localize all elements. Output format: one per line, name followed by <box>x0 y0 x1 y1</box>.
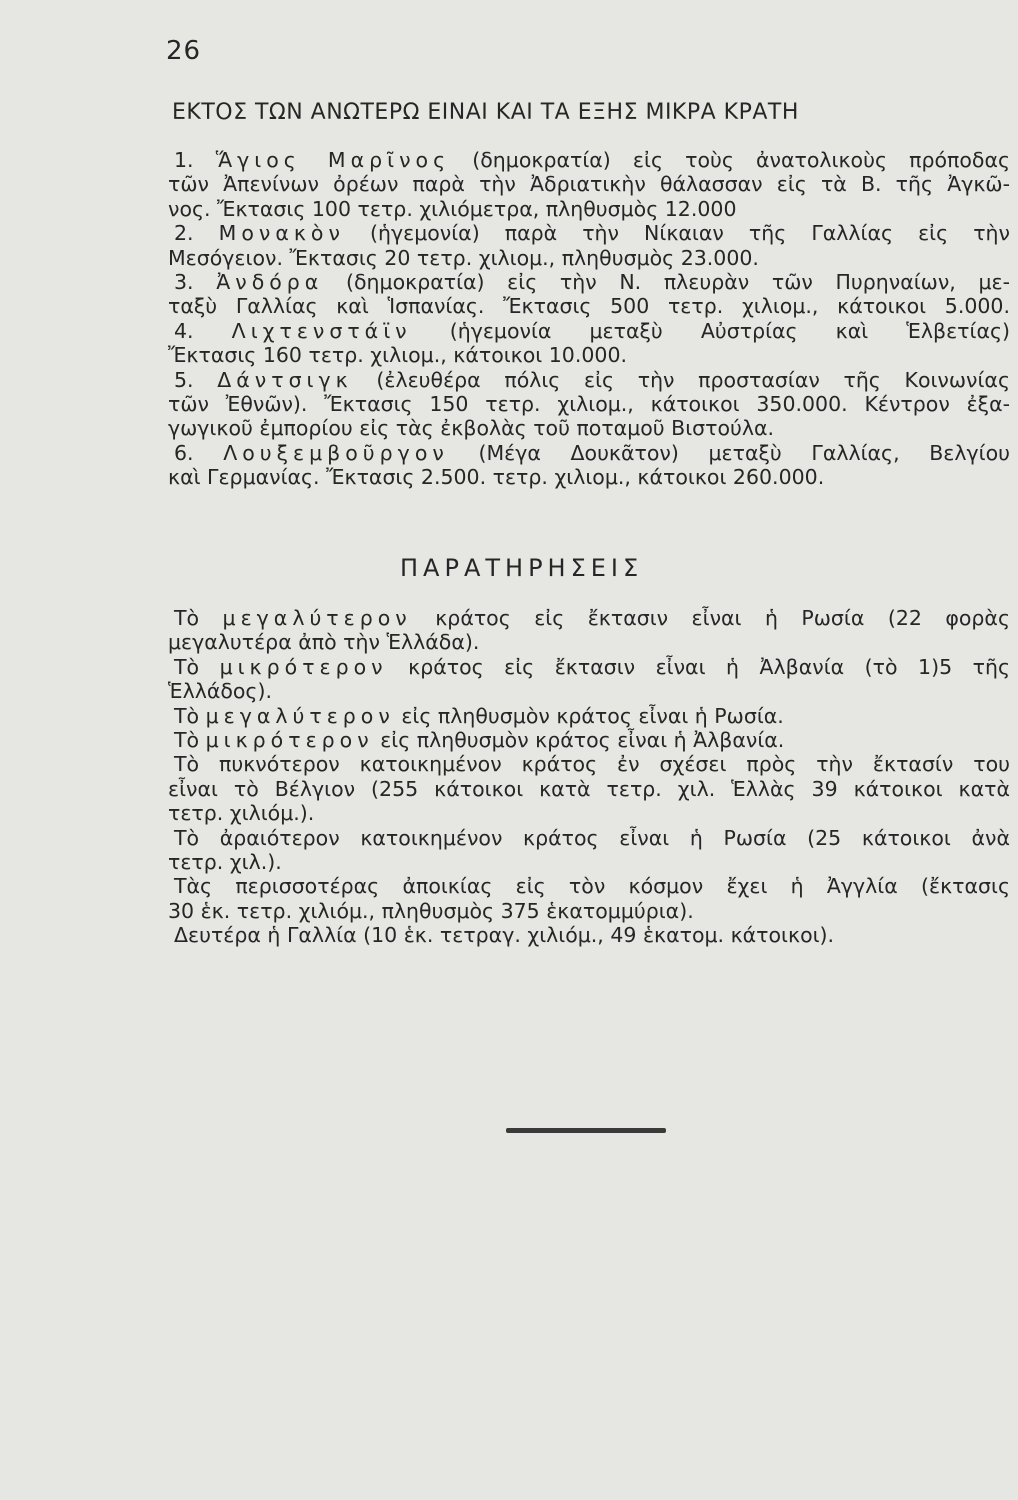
item-text: (Μέγα Δουκᾶτον) μεταξὺ Γαλλίας, Βελγίου <box>478 440 1010 465</box>
note-emphasis: μεγαλύτερον <box>205 703 395 728</box>
list-line: Μεσόγειον. Ἔκτασις 20 τετρ. χιλιομ., πληθυσμὸς 23.000. <box>168 245 759 270</box>
item-text: (ἐλευθέρα πόλις εἰς τὴν προστασίαν τῆς Κοινωνίας <box>376 367 1010 392</box>
note-line <box>168 704 1016 728</box>
item-text: (δημοκρατία) εἰς τοὺς ἀνατολικοὺς πρόποδας <box>472 148 1010 172</box>
note-line: μεγαλυτέρα ἀπὸ τὴν Ἑλλάδα). <box>168 630 480 655</box>
list-line: τῶν Ἀπενίνων ὀρέων παρὰ τὴν Ἀδριατικὴν θάλασσαν εἰς τὰ Β. τῆς Ἀγκῶ- <box>168 172 1010 197</box>
item-name: Δάντσιγκ <box>217 367 353 392</box>
item-number: 4. <box>174 318 194 343</box>
item-number: 2. <box>174 221 194 246</box>
list-line: γωγικοῦ ἐμπορίου εἰς τὰς ἐκβολὰς τοῦ ποταμοῦ Βιστούλα. <box>168 416 775 441</box>
note-lead: Τὸ <box>174 703 200 728</box>
item-name: Λιχτενστάϊν <box>231 318 412 343</box>
item-number: 5. <box>174 367 194 392</box>
section-title: ΠΑΡΑΤΗΡΗΣΕΙΣ <box>400 554 644 582</box>
note-text: κράτος εἰς ἔκτασιν εἶναι ἡ Ἀλβανία (τὸ 1)5 τῆς <box>408 654 1010 679</box>
item-text: (ἡγεμονία μεταξὺ Αὐστρίας καὶ Ἑλβετίας) <box>449 318 1010 343</box>
item-text: (ἡγεμονία) παρὰ τὴν Νίκαιαν τῆς Γαλλίας εἰς τὴν <box>370 221 1010 246</box>
note-emphasis: μικρότερον <box>205 728 374 753</box>
item-name: Ἅγιος Μαρῖνος <box>215 148 451 172</box>
note-text: εἰς πληθυσμὸν κράτος εἶναι ἡ Ἀλβανία. <box>380 728 785 753</box>
list-line: ταξὺ Γαλλίας καὶ Ἱσπανίας. Ἔκτασις 500 τετρ. χιλιομ., κάτοικοι 5.000. <box>168 294 1010 319</box>
item-name: Λουξεμβοῦργον <box>223 440 449 465</box>
note-line: εἶναι τὸ Βέλγιον (255 κάτοικοι κατὰ τετρ. χιλ. Ἑλλὰς 39 κάτοικοι κατὰ <box>168 776 1010 801</box>
list-line <box>168 148 1010 172</box>
note-emphasis: μικρότερον <box>219 654 388 679</box>
list-line: τῶν Ἐθνῶν). Ἔκτασις 150 τετρ. χιλιομ., κάτοικοι 350.000. Κέντρον ἐξα- <box>168 392 1010 417</box>
note-text: εἰς πληθυσμὸν κράτος εἶναι ἡ Ρωσία. <box>401 703 784 728</box>
note-lead: Τὸ <box>174 654 200 679</box>
note-line: τετρ. χιλιόμ.). <box>168 801 315 826</box>
list-line <box>168 319 1010 343</box>
note-line: Ἑλλάδος). <box>168 679 272 704</box>
observations-list <box>168 606 1018 948</box>
list-line <box>168 270 1010 294</box>
note-line <box>168 655 1010 679</box>
item-number: 1. <box>174 148 194 172</box>
item-name: Ἀνδόρα <box>216 270 324 295</box>
note-lead: Τὸ <box>174 728 200 753</box>
list-line <box>168 441 1010 465</box>
states-list <box>168 148 1018 490</box>
list-line <box>168 221 1010 245</box>
item-name: Μονακὸν <box>218 221 345 246</box>
note-line: Τὰς περισσοτέρας ἀποικίας εἰς τὸν κόσμον ἔχει ἡ Ἀγγλία (ἔκτασις <box>174 874 1010 899</box>
note-line: τετρ. χιλ.). <box>168 850 282 875</box>
list-line: καὶ Γερμανίας. Ἔκτασις 2.500. τετρ. χιλιομ., κάτοικοι 260.000. <box>168 465 825 490</box>
note-line <box>168 728 1016 752</box>
item-number: 6. <box>174 440 194 465</box>
list-line: Ἔκτασις 160 τετρ. χιλιομ., κάτοικοι 10.000. <box>168 343 628 368</box>
item-text: (δημοκρατία) εἰς τὴν Ν. πλευρὰν τῶν Πυρηναίων, με- <box>346 270 1010 295</box>
note-text: κράτος εἰς ἔκτασιν εἶναι ἡ Ρωσία (22 φορὰς <box>435 606 1010 630</box>
note-line: Τὸ πυκνότερον κατοικημένον κράτος ἐν σχέσει πρὸς τὴν ἔκτασίν του <box>174 752 1010 777</box>
list-line: νος. Ἔκτασις 100 τετρ. χιλιόμετρα, πληθυσμὸς 12.000 <box>168 196 737 221</box>
note-line: Δευτέρα ἡ Γαλλία (10 ἑκ. τετραγ. χιλιόμ., 49 ἑκατομ. κάτοικοι). <box>174 923 835 948</box>
note-line: 30 ἑκ. τετρ. χιλιόμ., πληθυσμὸς 375 ἑκατομμύρια). <box>168 898 694 923</box>
list-line <box>168 368 1010 392</box>
note-lead: Τὸ <box>174 606 200 630</box>
page-heading: ΕΚΤΟΣ ΤΩΝ ΑΝΩΤΕΡΩ ΕΙΝΑΙ ΚΑΙ ΤΑ ΕΞΗΣ ΜΙΚΡΑ ΚΡΑΤΗ <box>172 100 799 125</box>
item-number: 3. <box>174 270 194 295</box>
note-line <box>168 606 1010 630</box>
decorative-rule <box>506 1128 666 1133</box>
page-number: 26 <box>166 36 202 66</box>
note-emphasis: μεγαλύτερον <box>222 606 412 630</box>
note-line: Τὸ ἀραιότερον κατοικημένον κράτος εἶναι ἡ Ρωσία (25 κάτοικοι ἀνὰ <box>174 825 1010 850</box>
